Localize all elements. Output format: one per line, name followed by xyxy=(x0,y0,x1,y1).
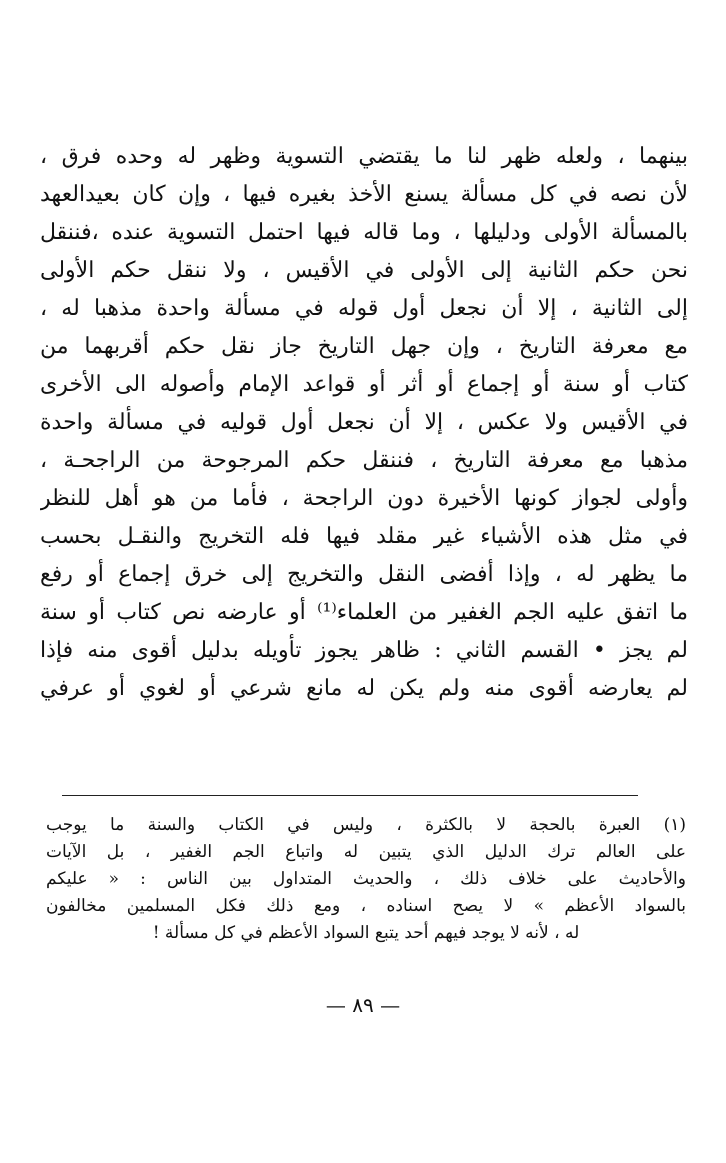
footnote-line: (١) العبرة بالحجة لا بالكثرة ، وليس في الكتاب والسنة ما يوجب xyxy=(46,815,686,835)
text-line: كتاب أو سنة أو إجماع أو أثر أو قواعد الإمام وأصوله الى الأخرى xyxy=(40,372,688,397)
text-line: وأولى لجواز كونها الأخيرة دون الراجحة ، فأما من هو أهل للنظر xyxy=(40,486,688,511)
footnote-line: له ، لأنه لا يوجد فيهم أحد يتبع السواد الأعظم في كل مسألة ! xyxy=(152,923,580,943)
text-line: مع معرفة التاريخ ، وإن جهل التاريخ جاز نقل حكم أقربهما من xyxy=(40,334,688,359)
text-line: لم يجز • القسم الثاني : ظاهر يجوز تأويله بدليل أقوى منه فإذا xyxy=(40,638,688,663)
page-number: — ٨٩ — xyxy=(325,993,401,1017)
text-line: بالمسألة الأولى ودليلها ، وما قاله فيها احتمل التسوية عنده ،فننقل xyxy=(40,220,688,245)
footnote-line: بالسواد الأعظم » لا يصح اسناده ، ومع ذلك فكل المسلمين مخالفون xyxy=(46,896,686,916)
text-line: في الأقيس ولا عكس ، إلا أن نجعل أول قوليه في مسألة واحدة xyxy=(40,410,688,435)
text-line: لم يعارضه أقوى منه ولم يكن له مانع شرعي أو لغوي أو عرفي xyxy=(40,676,688,701)
text-line: ما اتفق عليه الجم الغفير من العلماء⁽¹⁾ أو عارضه نص كتاب أو سنة xyxy=(40,600,688,625)
text-line: في مثل هذه الأشياء غير مقلد فيها فله التخريج والنقـل بحسب xyxy=(40,524,688,549)
footnotes xyxy=(46,812,686,947)
text-line: ما يظهر له ، وإذا أفضى النقل والتخريج إلى خرق إجماع أو رفع xyxy=(40,562,688,587)
footnote-line: على العالم ترك الدليل الذي يتبين له واتباع الجم الغفير ، بل الآيات xyxy=(46,842,686,862)
text-line: مذهبا مع معرفة التاريخ ، فننقل حكم المرجوحة من الراجحـة ، xyxy=(40,448,688,473)
text-line: نحن حكم الثانية إلى الأولى في الأقيس ، ولا ننقل حكم الأولى xyxy=(40,258,688,283)
footnote-line: والأحاديث على خلاف ذلك ، والحديث المتداول بين الناس : « عليكم xyxy=(46,869,686,889)
main-text xyxy=(40,138,688,708)
footnote-divider xyxy=(62,795,638,796)
text-line: لأن نصه في كل مسألة يسنع الأخذ بغيره فيها ، وإن كان بعيدالعهد xyxy=(40,182,688,207)
text-line: إلى الثانية ، إلا أن نجعل أول قوله في مسألة واحدة مذهبا له ، xyxy=(40,296,688,321)
text-line: بينهما ، ولعله ظهر لنا ما يقتضي التسوية وظهر له وحده فرق ، xyxy=(40,144,688,169)
